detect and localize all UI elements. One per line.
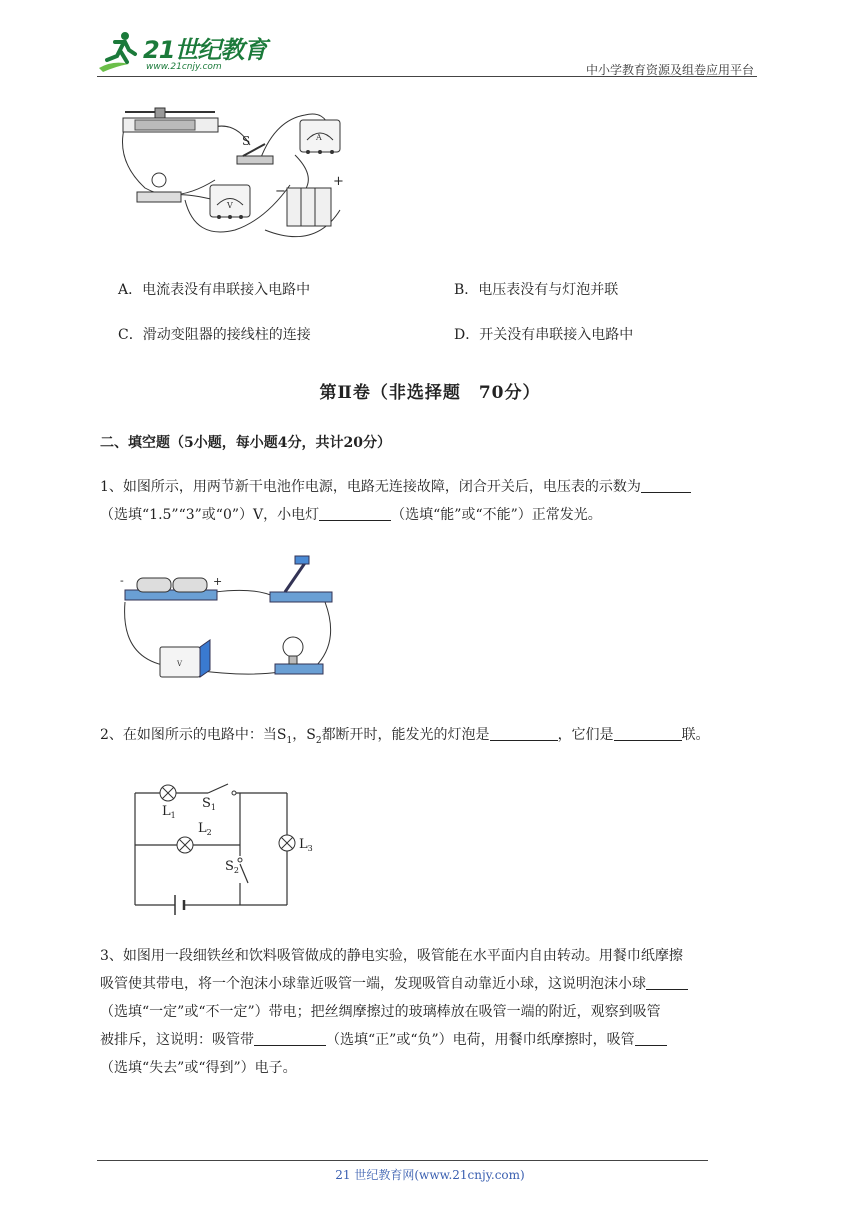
voltmeter-icon (210, 185, 250, 219)
header-platform-text: 中小学教育资源及组卷应用平台 (585, 63, 754, 77)
footer-link[interactable]: 21 世纪教育网(www.21cnjy.com) (335, 1168, 525, 1182)
question-1 (100, 473, 691, 529)
answer-blank[interactable] (254, 1029, 326, 1046)
question-3-line-1: 3、如图用一段细铁丝和饮料吸管做成的静电实验，吸管能在水平面内自由转动。用餐巾纸摩擦 (100, 948, 683, 964)
svg-text:+: + (213, 575, 223, 588)
option-text: 滑动变阻器的接线柱的连接 (142, 327, 311, 343)
rheostat-icon (123, 108, 218, 132)
logo-title: 21世纪教育 (143, 36, 267, 64)
svg-text:+: + (333, 174, 344, 189)
logo-url: www.21cnjy.com (146, 62, 222, 72)
circuit-figure-1-drawing (115, 100, 355, 250)
question-2-text: ，它们是 (557, 727, 614, 743)
circuit-schematic-3-drawing (130, 780, 325, 915)
option-text: 开关没有串联接入电路中 (479, 327, 634, 343)
question-3-line-2: 吸管使其带电，将一个泡沫小球靠近吸管一端，发现吸管自动靠近小球，这说明泡沫小球 (100, 976, 646, 992)
answer-blank[interactable] (319, 504, 391, 521)
part-title: 二、填空题（5小题，每小题4分，共计20分） (100, 435, 391, 451)
ammeter-icon (300, 120, 340, 154)
question-1-line-1: 1、如图所示，用两节新干电池作电源，电路无连接故障，闭合开关后，电压表的示数为 (100, 479, 641, 495)
question-2-text: 2、在如图所示的电路中：当S (100, 727, 287, 743)
answer-blank[interactable] (641, 476, 691, 493)
svg-text:L1: $L_1$ (162, 804, 176, 820)
svg-text:−: − (275, 184, 286, 199)
option-c[interactable] (118, 324, 311, 344)
svg-text:S: S (242, 134, 251, 148)
answer-blank[interactable] (490, 724, 558, 741)
voltmeter-icon (160, 640, 210, 677)
question-3-line-4b: （选填“正”或“负”）电荷，用餐巾纸摩擦时，吸管 (326, 1032, 635, 1048)
lamp-l3-icon (279, 835, 295, 851)
circuit-figure-2-drawing (115, 552, 340, 692)
svg-text:S1: $S_1$ (202, 796, 216, 812)
battery-holder-icon (120, 574, 222, 600)
lamp-icon (275, 637, 323, 674)
question-2-text: ，S (292, 727, 316, 743)
question-3-line-4a: 被排斥，这说明：吸管带 (100, 1032, 254, 1048)
answer-blank[interactable] (646, 973, 688, 990)
circuit-schematic-3 (130, 780, 325, 915)
option-letter: D． (454, 327, 480, 343)
option-b[interactable] (454, 279, 618, 299)
option-text: 电压表没有与灯泡并联 (478, 282, 619, 298)
header-divider (97, 76, 757, 77)
question-3 (100, 942, 688, 1082)
option-a[interactable] (118, 279, 310, 299)
svg-text:A: A (316, 133, 322, 142)
circuit-figure-2 (115, 552, 340, 692)
question-1-line-2a: （选填“1.5”“3”或“0”）V，小电灯 (100, 507, 320, 523)
switch-icon (270, 556, 332, 602)
svg-text:L3: $L_3$ (299, 837, 313, 853)
option-letter: B． (454, 282, 479, 298)
footer-divider (97, 1160, 708, 1161)
runner-logo-icon (95, 30, 143, 74)
section-title: 第Ⅱ卷（非选择题 70分） (319, 383, 541, 403)
lamp-l2-icon (177, 837, 193, 853)
question-1-line-2b: （选填“能”或“不能”）正常发光。 (391, 507, 602, 523)
question-3-line-3: （选填“一定”或“不一定”）带电；把丝绸摩擦过的玻璃棒放在吸管一端的附近，观察到吸管 (100, 1004, 661, 1020)
subscript: 2 (315, 735, 322, 746)
option-letter: C． (118, 327, 143, 343)
circuit-figure-1 (115, 100, 355, 250)
svg-text:V: V (177, 660, 183, 668)
svg-text:L2: $L_2$ (198, 821, 212, 837)
option-d[interactable] (454, 324, 633, 344)
svg-text:-: - (120, 574, 124, 587)
question-2 (100, 721, 710, 755)
question-2-text: 都断开时，能发光的灯泡是 (321, 727, 490, 743)
option-letter: A． (118, 282, 143, 298)
lamp-icon (137, 173, 181, 202)
option-text: 电流表没有串联接入电路中 (142, 282, 311, 298)
subscript: 1 (286, 735, 293, 746)
svg-text:S2: $S_2$ (225, 859, 239, 875)
answer-blank[interactable] (635, 1029, 667, 1046)
answer-blank[interactable] (614, 724, 682, 741)
question-2-text: 联。 (681, 727, 710, 743)
switch-icon (237, 134, 273, 164)
question-3-line-5: （选填“失去”或“得到”）电子。 (100, 1060, 297, 1076)
svg-text:V: V (227, 201, 233, 210)
lamp-l1-icon (160, 785, 176, 801)
